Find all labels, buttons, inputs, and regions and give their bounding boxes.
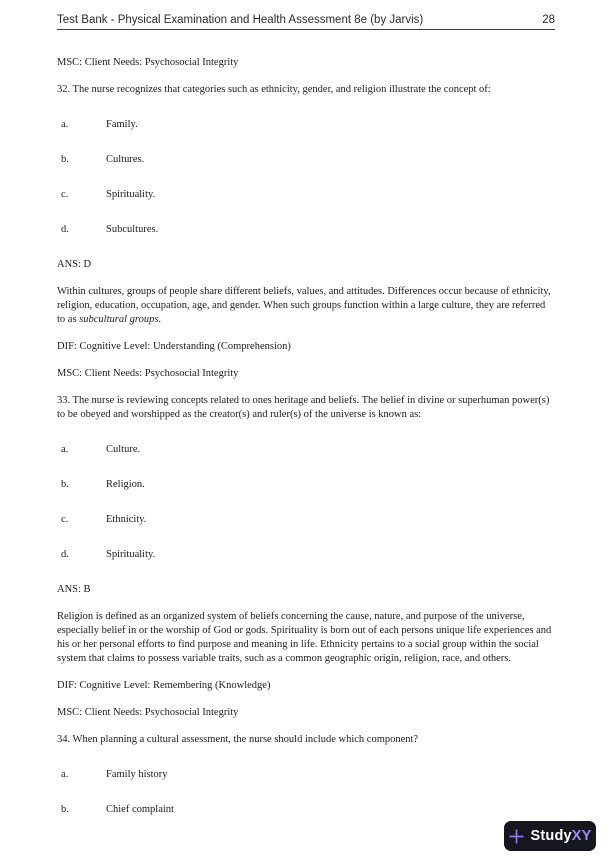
question-text: 34. When planning a cultural assessment, the nurse should include which component? (57, 734, 419, 745)
option-text: Religion. (106, 479, 145, 490)
option-letter: a. (61, 769, 69, 780)
dif-line: DIF: Cognitive Level: Understanding (Comprehension) (57, 341, 291, 352)
answer-option (57, 478, 555, 492)
answer-line: ANS: D (57, 259, 92, 270)
msc-line: MSC: Client Needs: Psychosocial Integrity (57, 57, 239, 68)
option-letter: a. (61, 119, 69, 130)
option-text: Subcultures. (106, 224, 159, 235)
option-text: Spirituality. (106, 189, 156, 200)
option-letter: c. (61, 514, 69, 525)
option-letter: c. (61, 189, 69, 200)
answer-option (57, 803, 555, 817)
rationale-paragraph (57, 285, 555, 327)
option-text: Culture. (106, 444, 141, 455)
answer-option (57, 223, 555, 237)
option-text: Chief complaint (106, 804, 174, 815)
answer-option (57, 153, 555, 167)
answer-option (57, 548, 555, 562)
option-text: Spirituality. (106, 549, 156, 560)
option-text: Cultures. (106, 154, 145, 165)
answer-option (57, 768, 555, 782)
question-text: 33. The nurse is reviewing concepts related to ones heritage and beliefs. The belief in divine or superhuman power(s) to be obeyed and worshipped as the creator(s) and ruler(s) of the universe is known as: (57, 395, 550, 420)
option-letter: b. (61, 804, 69, 815)
answer-line: ANS: B (57, 584, 91, 595)
document-body (57, 30, 555, 817)
answer-option (57, 513, 555, 527)
option-letter: d. (61, 549, 69, 560)
dif-line: DIF: Cognitive Level: Remembering (Knowledge) (57, 680, 271, 691)
rationale-italic-text: subcultural groups (79, 314, 159, 325)
option-letter: b. (61, 479, 69, 490)
plus-icon (508, 828, 525, 845)
answer-option (57, 188, 555, 202)
header-page-number: 28 (542, 14, 555, 26)
studyxy-logo-badge[interactable] (504, 821, 596, 851)
option-text: Family. (106, 119, 138, 130)
rationale-paragraph: Religion is defined as an organized system of beliefs concerning the cause, nature, and purpose of the universe, especially belief in or the worship of God or gods. Spirituality is born out of each persons unique life experiences and his or her personal efforts to find purpose and meaning in life. Ethnicity pertains to a social group within the social system that claims to possess variable traits, such as a common geographic origin, religion, race, and others. (57, 611, 552, 664)
page-header (57, 0, 555, 30)
logo-wordmark (530, 828, 591, 844)
option-letter: d. (61, 224, 69, 235)
header-title: Test Bank - Physical Examination and Health Assessment 8e (by Jarvis) (57, 14, 424, 26)
answer-option (57, 118, 555, 132)
rationale-end: . (158, 314, 162, 325)
logo-text-study: Study (530, 828, 572, 844)
msc-line: MSC: Client Needs: Psychosocial Integrity (57, 707, 239, 718)
logo-text-xy: XY (571, 828, 592, 844)
rationale-text: Within cultures, groups of people share different beliefs, values, and attitudes. Differences occur because of ethnicity, religion, education, occupation, age, and gender. When such groups function within a large culture, they are referred to as (57, 286, 551, 325)
question-text: 32. The nurse recognizes that categories such as ethnicity, gender, and religion illustrate the concept of: (57, 84, 491, 95)
answer-option (57, 443, 555, 457)
option-letter: a. (61, 444, 69, 455)
option-text: Family history (106, 769, 168, 780)
option-letter: b. (61, 154, 69, 165)
msc-line: MSC: Client Needs: Psychosocial Integrity (57, 368, 239, 379)
option-text: Ethnicity. (106, 514, 147, 525)
